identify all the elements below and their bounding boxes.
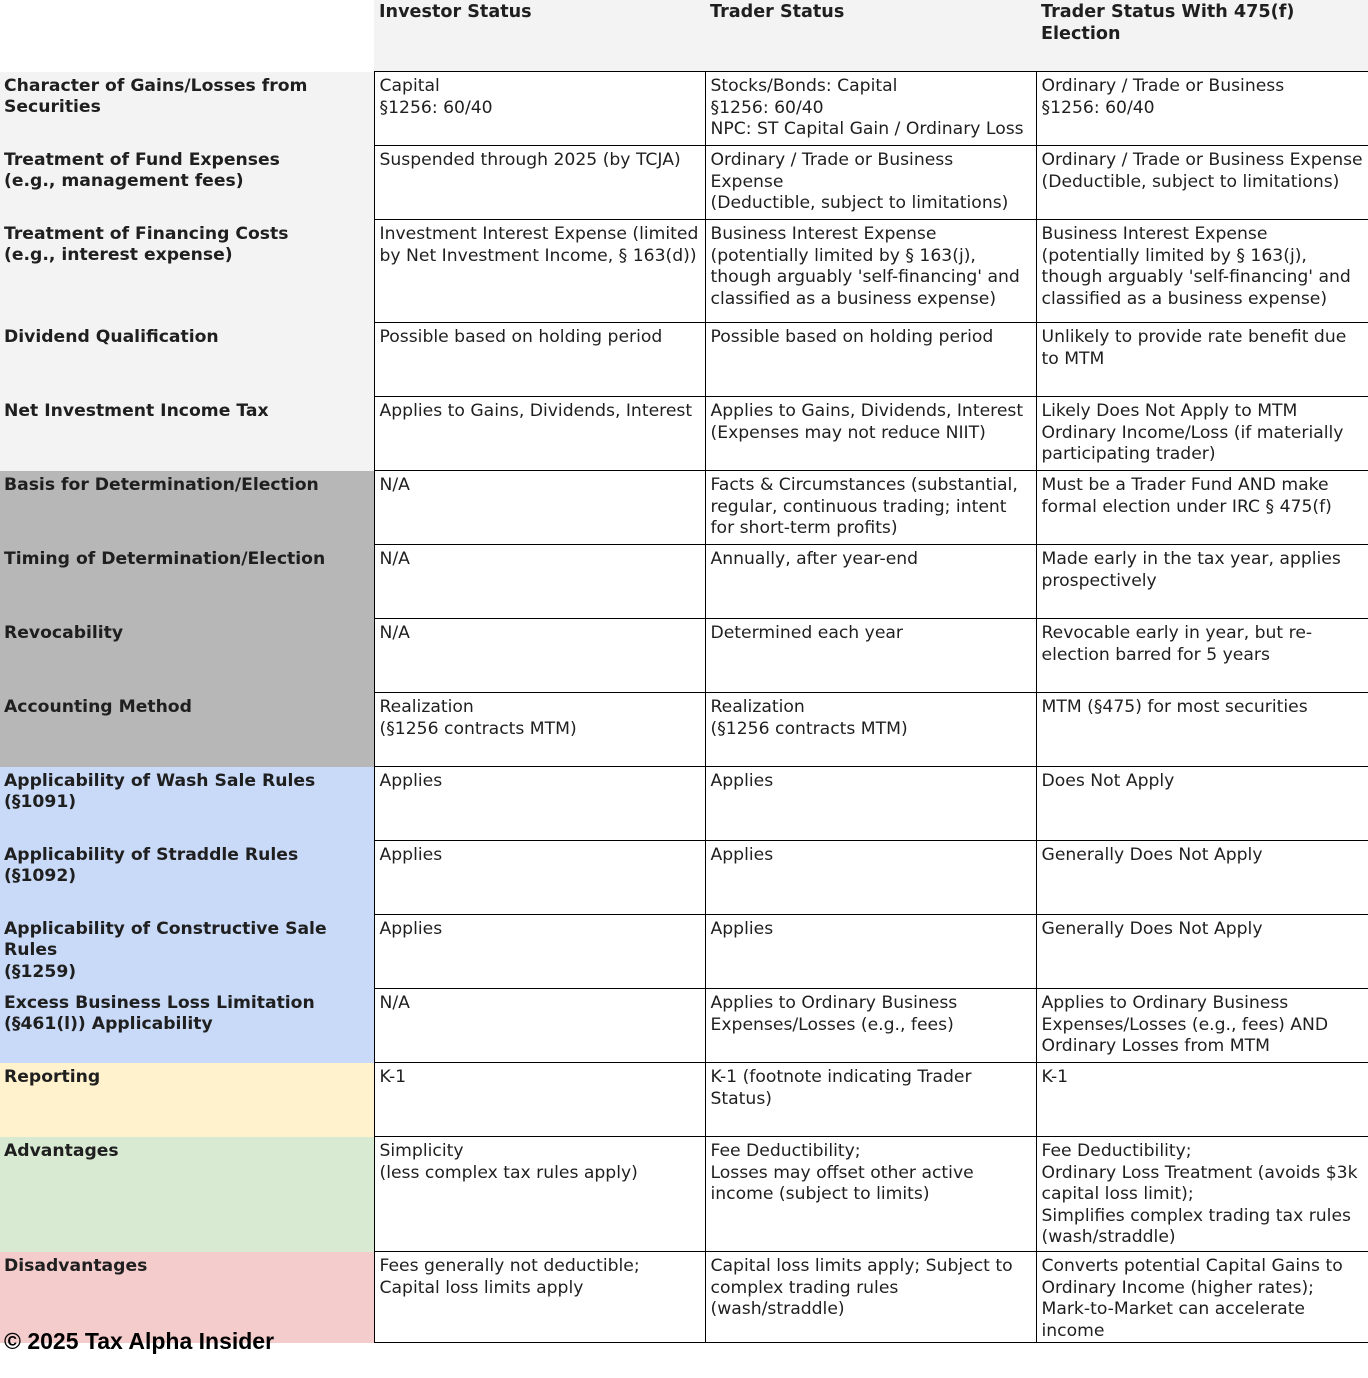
row-label: Accounting Method: [0, 693, 374, 767]
trader-cell: Determined each year: [705, 619, 1036, 693]
header-row: [0, 0, 1368, 72]
investor-cell: N/A: [374, 545, 705, 619]
investor-cell: Realization (§1256 contracts MTM): [374, 693, 705, 767]
trader-cell: Fee Deductibility; Losses may offset other active income (subject to limits): [705, 1137, 1036, 1252]
table-row: [0, 397, 1368, 471]
table-row: [0, 1137, 1368, 1252]
table-row: [0, 989, 1368, 1063]
investor-cell: Applies: [374, 915, 705, 989]
investor-cell: N/A: [374, 619, 705, 693]
investor-cell: Suspended through 2025 (by TCJA): [374, 146, 705, 220]
table-row: [0, 841, 1368, 915]
row-label: Revocability: [0, 619, 374, 693]
table-row: [0, 323, 1368, 397]
table-row: [0, 72, 1368, 146]
table-row: [0, 545, 1368, 619]
row-label: Treatment of Fund Expenses (e.g., management fees): [0, 146, 374, 220]
trader-cell: K-1 (footnote indicating Trader Status): [705, 1063, 1036, 1137]
table-row: [0, 619, 1368, 693]
row-label: Disadvantages: [0, 1252, 374, 1343]
row-label: Reporting: [0, 1063, 374, 1137]
trader-475f-cell: Ordinary / Trade or Business Expense (Deductible, subject to limitations): [1036, 146, 1368, 220]
header-trader-status: Trader Status: [705, 0, 1036, 72]
trader-475f-cell: Business Interest Expense (potentially limited by § 163(j), though arguably 'self-financing' and classified as a business expense): [1036, 220, 1368, 323]
trader-475f-cell: Unlikely to provide rate benefit due to MTM: [1036, 323, 1368, 397]
trader-cell: Applies: [705, 841, 1036, 915]
trader-475f-cell: Must be a Trader Fund AND make formal election under IRC § 475(f): [1036, 471, 1368, 545]
trader-475f-cell: MTM (§475) for most securities: [1036, 693, 1368, 767]
trader-cell: Applies: [705, 915, 1036, 989]
row-label: Applicability of Constructive Sale Rules (§1259): [0, 915, 374, 989]
row-label: Dividend Qualification: [0, 323, 374, 397]
row-label: Applicability of Straddle Rules (§1092): [0, 841, 374, 915]
trader-cell: Applies: [705, 767, 1036, 841]
header-corner: [0, 0, 374, 72]
trader-475f-cell: Converts potential Capital Gains to Ordinary Income (higher rates); Mark-to-Market can accelerate income: [1036, 1252, 1368, 1343]
trader-475f-cell: Likely Does Not Apply to MTM Ordinary Income/Loss (if materially participating trader): [1036, 397, 1368, 471]
trader-475f-cell: K-1: [1036, 1063, 1368, 1137]
trader-475f-cell: Generally Does Not Apply: [1036, 915, 1368, 989]
trader-475f-cell: Applies to Ordinary Business Expenses/Losses (e.g., fees) AND Ordinary Losses from MTM: [1036, 989, 1368, 1063]
trader-cell: Business Interest Expense (potentially limited by § 163(j), though arguably 'self-financing' and classified as a business expense): [705, 220, 1036, 323]
trader-475f-cell: Ordinary / Trade or Business §1256: 60/40: [1036, 72, 1368, 146]
row-label: Basis for Determination/Election: [0, 471, 374, 545]
row-label: Applicability of Wash Sale Rules (§1091): [0, 767, 374, 841]
trader-475f-cell: Revocable early in year, but re-election barred for 5 years: [1036, 619, 1368, 693]
investor-cell: Applies to Gains, Dividends, Interest: [374, 397, 705, 471]
table-row: [0, 915, 1368, 989]
investor-cell: Simplicity (less complex tax rules apply): [374, 1137, 705, 1252]
trader-475f-cell: Fee Deductibility; Ordinary Loss Treatment (avoids $3k capital loss limit); Simplifies complex trading tax rules (wash/straddle): [1036, 1137, 1368, 1252]
investor-cell: N/A: [374, 471, 705, 545]
trader-cell: Applies to Gains, Dividends, Interest (Expenses may not reduce NIIT): [705, 397, 1036, 471]
trader-cell: Stocks/Bonds: Capital §1256: 60/40 NPC: ST Capital Gain / Ordinary Loss: [705, 72, 1036, 146]
investor-cell: Investment Interest Expense (limited by Net Investment Income, § 163(d)): [374, 220, 705, 323]
investor-cell: Possible based on holding period: [374, 323, 705, 397]
row-label: Timing of Determination/Election: [0, 545, 374, 619]
trader-475f-cell: Generally Does Not Apply: [1036, 841, 1368, 915]
investor-cell: K-1: [374, 1063, 705, 1137]
row-label: Character of Gains/Losses from Securities: [0, 72, 374, 146]
table-row: [0, 146, 1368, 220]
row-label: Advantages: [0, 1137, 374, 1252]
trader-475f-cell: Does Not Apply: [1036, 767, 1368, 841]
trader-cell: Facts & Circumstances (substantial, regular, continuous trading; intent for short-term profits): [705, 471, 1036, 545]
trader-cell: Realization (§1256 contracts MTM): [705, 693, 1036, 767]
investor-cell: N/A: [374, 989, 705, 1063]
investor-cell: Capital §1256: 60/40: [374, 72, 705, 146]
trader-cell: Applies to Ordinary Business Expenses/Losses (e.g., fees): [705, 989, 1036, 1063]
trader-cell: Capital loss limits apply; Subject to complex trading rules (wash/straddle): [705, 1252, 1036, 1343]
table-row: [0, 220, 1368, 323]
trader-cell: Annually, after year-end: [705, 545, 1036, 619]
trader-cell: Possible based on holding period: [705, 323, 1036, 397]
row-label: Treatment of Financing Costs (e.g., interest expense): [0, 220, 374, 323]
trader-cell: Ordinary / Trade or Business Expense (Deductible, subject to limitations): [705, 146, 1036, 220]
investor-cell: Fees generally not deductible; Capital loss limits apply: [374, 1252, 705, 1343]
row-label: Net Investment Income Tax: [0, 397, 374, 471]
copyright-footer: © 2025 Tax Alpha Insider: [4, 1328, 275, 1354]
header-trader-475f: Trader Status With 475(f) Election: [1036, 0, 1368, 72]
trader-475f-cell: Made early in the tax year, applies prospectively: [1036, 545, 1368, 619]
table-row: [0, 693, 1368, 767]
investor-cell: Applies: [374, 767, 705, 841]
table-row: [0, 767, 1368, 841]
table-row: [0, 1063, 1368, 1137]
investor-cell: Applies: [374, 841, 705, 915]
header-investor-status: Investor Status: [374, 0, 705, 72]
table-row: [0, 471, 1368, 545]
row-label: Excess Business Loss Limitation (§461(l)) Applicability: [0, 989, 374, 1063]
